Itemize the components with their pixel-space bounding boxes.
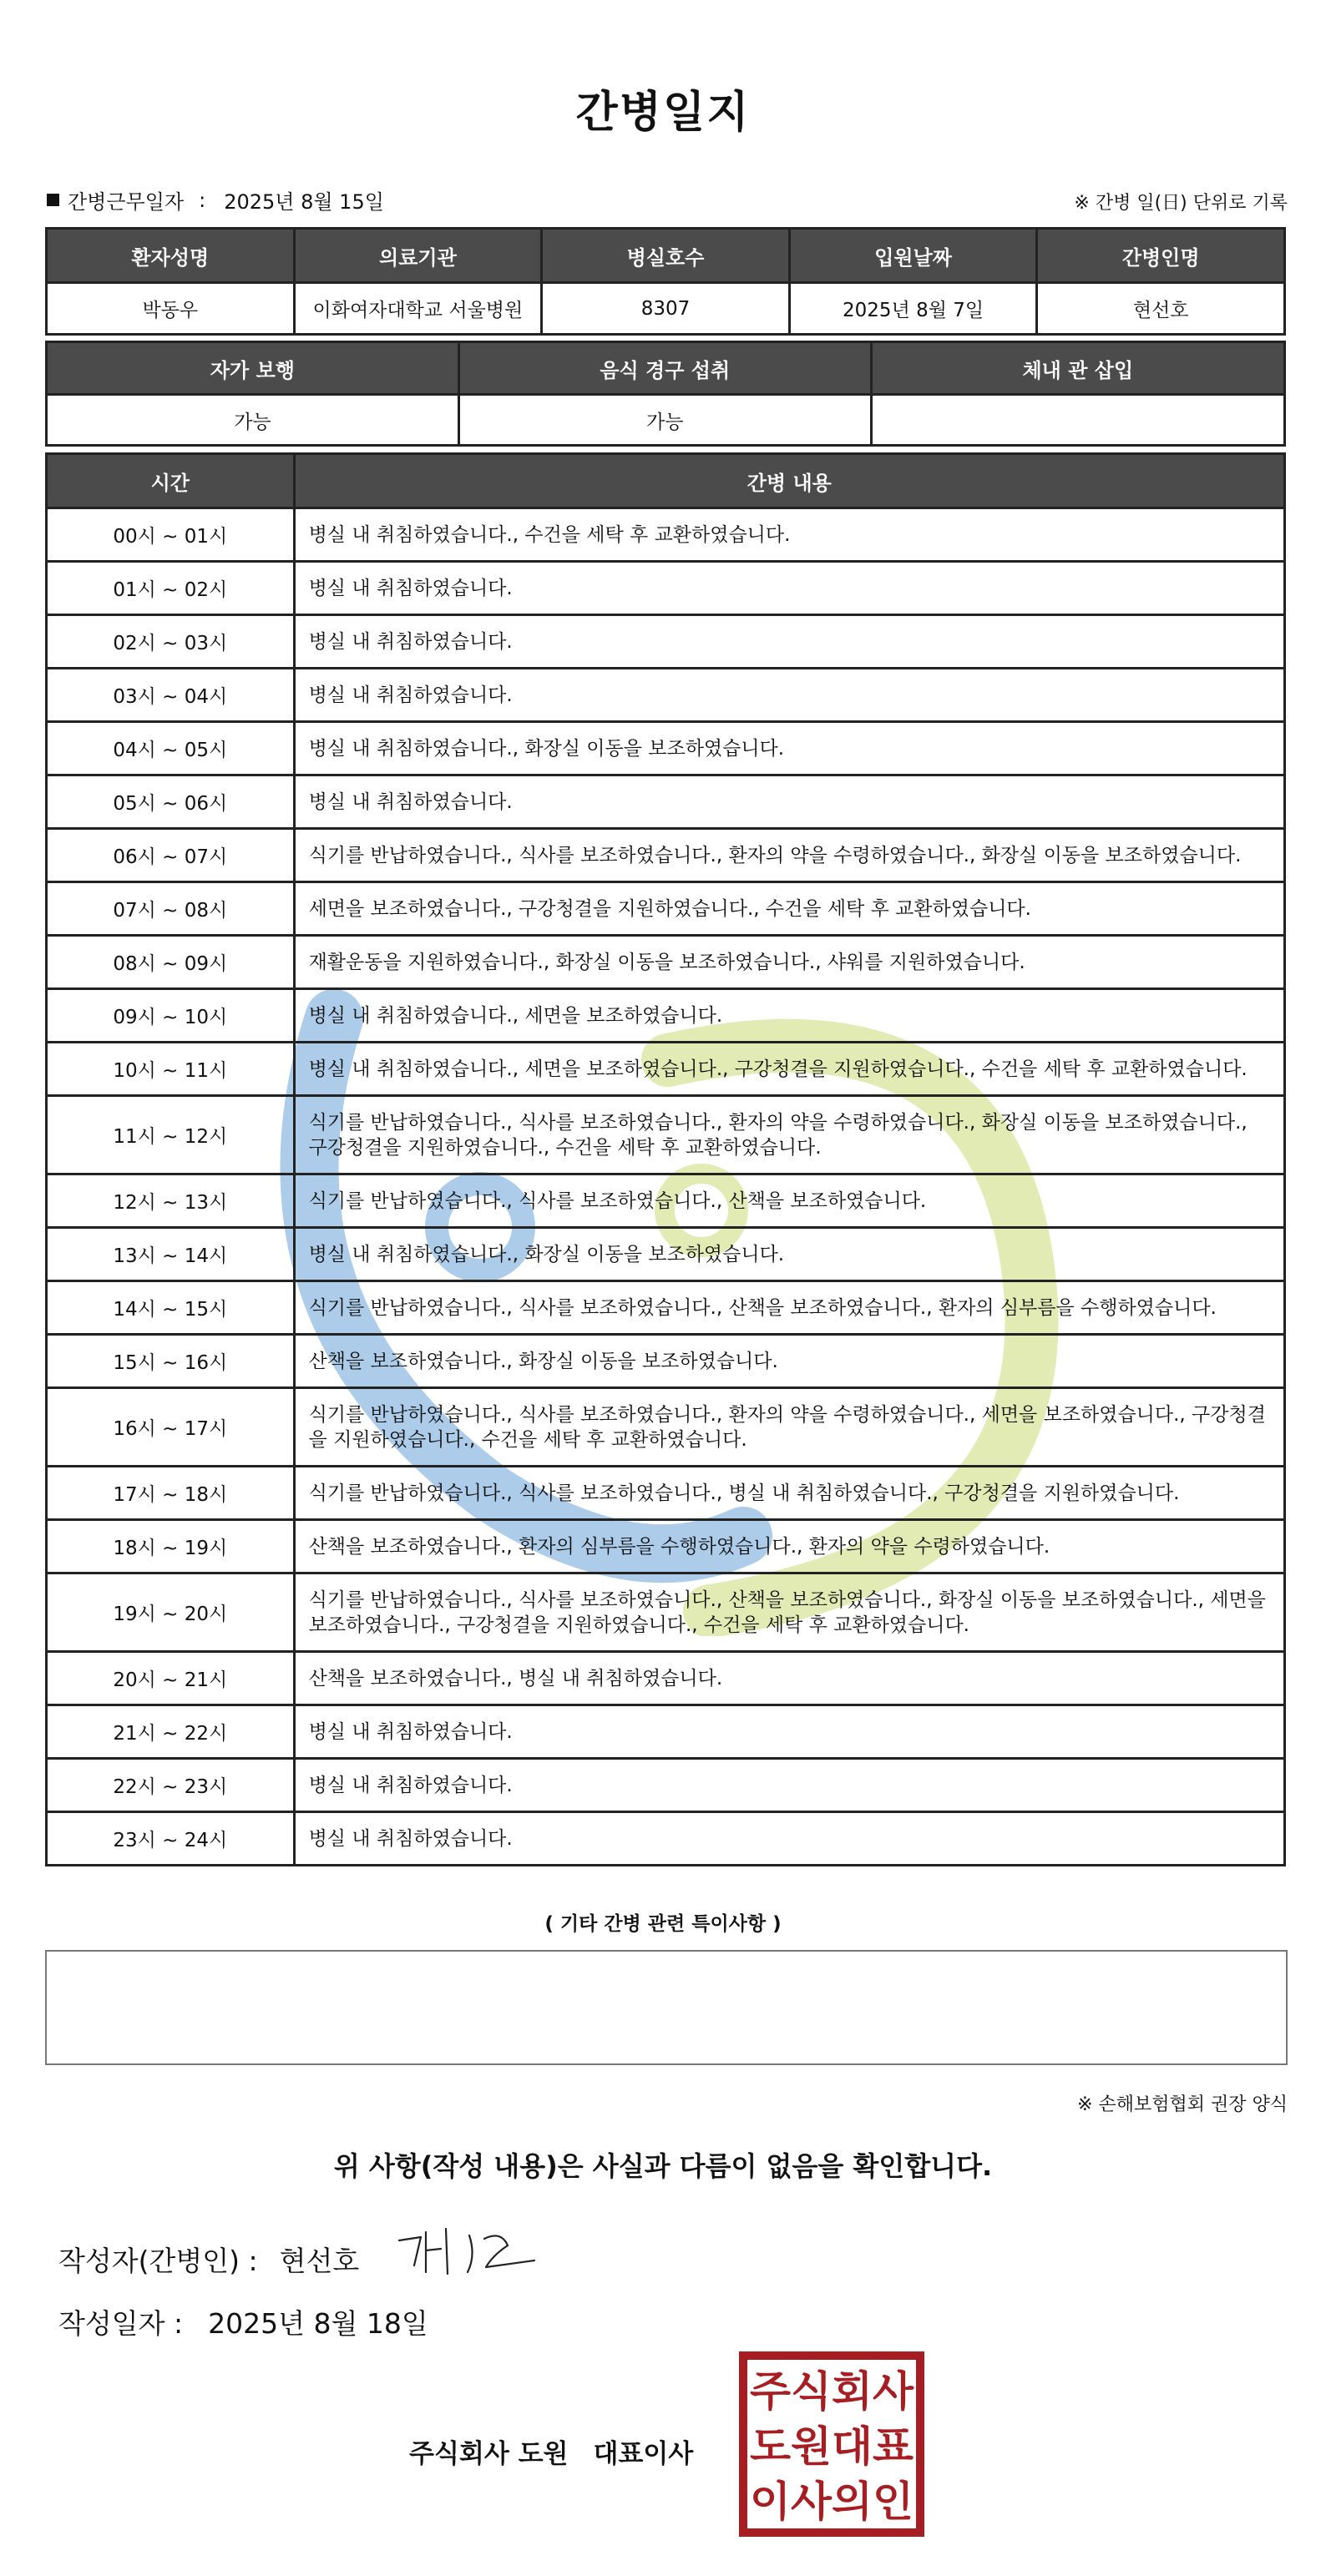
care-log-time: 09시 ~ 10시	[47, 989, 295, 1043]
tube-value	[871, 395, 1284, 446]
care-log-time: 08시 ~ 09시	[47, 936, 295, 989]
care-log-time: 01시 ~ 02시	[47, 562, 295, 615]
work-date-separator: :	[199, 188, 206, 212]
care-log-content: 병실 내 취침하였습니다.	[294, 615, 1284, 669]
care-log-time: 00시 ~ 01시	[47, 508, 295, 562]
care-log-content: 병실 내 취침하였습니다.	[294, 775, 1284, 829]
care-log-time: 20시 ~ 21시	[47, 1652, 295, 1705]
patient-ability-table	[45, 341, 1286, 447]
care-log-time: 14시 ~ 15시	[47, 1281, 295, 1335]
care-log-row	[47, 722, 1285, 775]
company-seal	[738, 2351, 925, 2538]
company-rep-title: 대표이사	[593, 2439, 694, 2469]
document-title: 간병일지	[575, 88, 751, 138]
care-log-time: 16시 ~ 17시	[47, 1388, 295, 1467]
company-line	[409, 2432, 693, 2470]
care-log-row	[47, 1043, 1285, 1096]
patient-info-value-row	[47, 283, 1285, 335]
care-log-row	[47, 1652, 1285, 1705]
care-log-row	[47, 508, 1285, 562]
care-log-row	[47, 1228, 1285, 1281]
walking-header: 자가 보행	[47, 342, 459, 395]
care-log-content: 산책을 보조하였습니다., 환자의 심부름을 수행하였습니다., 환자의 약을 수령하였습니다.	[294, 1520, 1284, 1573]
writer-name: 현선호	[279, 2245, 360, 2277]
care-log-content: 식기를 반납하였습니다., 식사를 보조하였습니다., 환자의 약을 수령하였습니다., 화장실 이동을 보조하였습니다., 구강청결을 지원하였습니다., 수건을 세탁 후 교환하였습니다.	[294, 1096, 1284, 1174]
care-log-row	[47, 562, 1285, 615]
care-log-row	[47, 1335, 1285, 1388]
care-log-content: 식기를 반납하였습니다., 식사를 보조하였습니다., 산책을 보조하였습니다., 환자의 심부름을 수행하였습니다.	[294, 1281, 1284, 1335]
care-log-content: 산책을 보조하였습니다., 화장실 이동을 보조하였습니다.	[294, 1335, 1284, 1388]
care-log-time: 02시 ~ 03시	[47, 615, 295, 669]
care-log-content: 재활운동을 지원하였습니다., 화장실 이동을 보조하였습니다., 샤워를 지원하였습니다.	[294, 936, 1284, 989]
care-log-content: 병실 내 취침하였습니다.	[294, 1812, 1284, 1866]
care-log-time: 04시 ~ 05시	[47, 722, 295, 775]
care-log-row	[47, 1467, 1285, 1520]
seal-text-line: 도원대표	[750, 2422, 914, 2471]
care-log-time: 10시 ~ 11시	[47, 1043, 295, 1096]
care-log-content: 병실 내 취침하였습니다., 세면을 보조하였습니다.	[294, 989, 1284, 1043]
writer-line	[58, 2240, 359, 2279]
room-header: 병실호수	[542, 229, 790, 283]
content-header: 간병 내용	[294, 454, 1284, 508]
care-log-row	[47, 1281, 1285, 1335]
care-log-row	[47, 989, 1285, 1043]
time-header: 시간	[47, 454, 295, 508]
work-date	[47, 185, 384, 215]
care-log-content: 병실 내 취침하였습니다.	[294, 1759, 1284, 1812]
care-log-row	[47, 1520, 1285, 1573]
care-log-time: 23시 ~ 24시	[47, 1812, 295, 1866]
care-log-time: 15시 ~ 16시	[47, 1335, 295, 1388]
write-date-label: 작성일자 :	[58, 2307, 184, 2340]
care-log-time: 21시 ~ 22시	[47, 1705, 295, 1759]
confirmation-statement: 위 사항(작성 내용)은 사실과 다름이 없음을 확인합니다.	[333, 2150, 993, 2182]
care-log-row	[47, 936, 1285, 989]
seal-text-line: 이사의인	[750, 2478, 914, 2526]
care-log-content: 병실 내 취침하였습니다.	[294, 562, 1284, 615]
care-log-row	[47, 1096, 1285, 1174]
care-log-content: 병실 내 취침하였습니다., 화장실 이동을 보조하였습니다.	[294, 1228, 1284, 1281]
care-log-row	[47, 615, 1285, 669]
care-log-row	[47, 829, 1285, 882]
caregiver-header: 간병인명	[1037, 229, 1285, 283]
care-log-content: 식기를 반납하였습니다., 식사를 보조하였습니다., 환자의 약을 수령하였습니다., 화장실 이동을 보조하였습니다.	[294, 829, 1284, 882]
write-date-line	[58, 2302, 428, 2341]
writer-signature	[392, 2222, 543, 2282]
care-log-row	[47, 1812, 1285, 1866]
seal-text-line: 주식회사	[750, 2367, 914, 2416]
care-log-time: 19시 ~ 20시	[47, 1573, 295, 1652]
walking-value: 가능	[47, 395, 459, 446]
care-log-content: 식기를 반납하였습니다., 식사를 보조하였습니다., 산책을 보조하였습니다., 화장실 이동을 보조하였습니다., 세면을 보조하였습니다., 구강청결을 지원하였습니다., 수건을 세탁 후 교환하였습니다.	[294, 1573, 1284, 1652]
care-log-content: 세면을 보조하였습니다., 구강청결을 지원하였습니다., 수건을 세탁 후 교환하였습니다.	[294, 882, 1284, 936]
hospital-header: 의료기관	[294, 229, 542, 283]
care-log-row	[47, 669, 1285, 722]
write-date-value: 2025년 8월 18일	[208, 2307, 428, 2340]
care-log-row	[47, 1573, 1285, 1652]
care-log-content: 병실 내 취침하였습니다., 세면을 보조하였습니다., 구강청결을 지원하였습니다., 수건을 세탁 후 교환하였습니다.	[294, 1043, 1284, 1096]
admission-date: 2025년 8월 7일	[789, 283, 1037, 335]
tube-header: 체내 관 삽입	[871, 342, 1284, 395]
care-log-time: 03시 ~ 04시	[47, 669, 295, 722]
care-log-time: 07시 ~ 08시	[47, 882, 295, 936]
notes-title: ( 기타 간병 관련 특이사항 )	[544, 1913, 782, 1935]
care-log-row	[47, 1705, 1285, 1759]
work-date-label: 간병근무일자	[68, 190, 185, 214]
ability-value-row	[47, 395, 1285, 446]
room-number: 8307	[542, 283, 790, 335]
ability-header-row	[47, 342, 1285, 395]
writer-label: 작성자(간병인) :	[58, 2245, 258, 2277]
care-log-row	[47, 1388, 1285, 1467]
care-log-row	[47, 1759, 1285, 1812]
care-log-time: 05시 ~ 06시	[47, 775, 295, 829]
care-log-content: 병실 내 취침하였습니다., 화장실 이동을 보조하였습니다.	[294, 722, 1284, 775]
care-log-content: 병실 내 취침하였습니다., 수건을 세탁 후 교환하였습니다.	[294, 508, 1284, 562]
care-log-time: 18시 ~ 19시	[47, 1520, 295, 1573]
unit-note: ※ 간병 일(日) 단위로 기록	[1074, 193, 1288, 214]
care-log-table	[45, 452, 1286, 1866]
care-log-time: 11시 ~ 12시	[47, 1096, 295, 1174]
care-log-content: 식기를 반납하였습니다., 식사를 보조하였습니다., 산책을 보조하였습니다.	[294, 1174, 1284, 1228]
care-log-content: 식기를 반납하였습니다., 식사를 보조하였습니다., 병실 내 취침하였습니다., 구강청결을 지원하였습니다.	[294, 1467, 1284, 1520]
admission-date-header: 입원날짜	[789, 229, 1037, 283]
care-log-header-row	[47, 454, 1285, 508]
patient-name-header: 환자성명	[47, 229, 295, 283]
hospital-name: 이화여자대학교 서울병원	[294, 283, 542, 335]
work-date-value: 2025년 8월 15일	[224, 190, 384, 214]
company-name: 주식회사 도원	[409, 2439, 569, 2469]
patient-name: 박동우	[47, 283, 295, 335]
care-log-time: 06시 ~ 07시	[47, 829, 295, 882]
caregiver-name: 현선호	[1037, 283, 1285, 335]
care-log-content: 병실 내 취침하였습니다.	[294, 669, 1284, 722]
care-log-time: 17시 ~ 18시	[47, 1467, 295, 1520]
patient-info-header-row	[47, 229, 1285, 283]
care-log-time: 12시 ~ 13시	[47, 1174, 295, 1228]
care-log-content: 병실 내 취침하였습니다.	[294, 1705, 1284, 1759]
care-log-time: 13시 ~ 14시	[47, 1228, 295, 1281]
recommendation-note: ※ 손해보험협회 권장 양식	[1077, 2094, 1288, 2115]
care-log-content: 산책을 보조하였습니다., 병실 내 취침하였습니다.	[294, 1652, 1284, 1705]
care-log-content: 식기를 반납하였습니다., 식사를 보조하였습니다., 환자의 약을 수령하였습니다., 세면을 보조하였습니다., 구강청결을 지원하였습니다., 수건을 세탁 후 교환하였습니다.	[294, 1388, 1284, 1467]
care-log-row	[47, 1174, 1285, 1228]
patient-info-table	[45, 227, 1286, 336]
oral-intake-value: 가능	[458, 395, 871, 446]
care-log-row	[47, 775, 1285, 829]
care-log-time: 22시 ~ 23시	[47, 1759, 295, 1812]
care-log-row	[47, 882, 1285, 936]
notes-box	[45, 1950, 1288, 2065]
square-bullet-icon	[47, 194, 59, 206]
oral-intake-header: 음식 경구 섭취	[458, 342, 871, 395]
